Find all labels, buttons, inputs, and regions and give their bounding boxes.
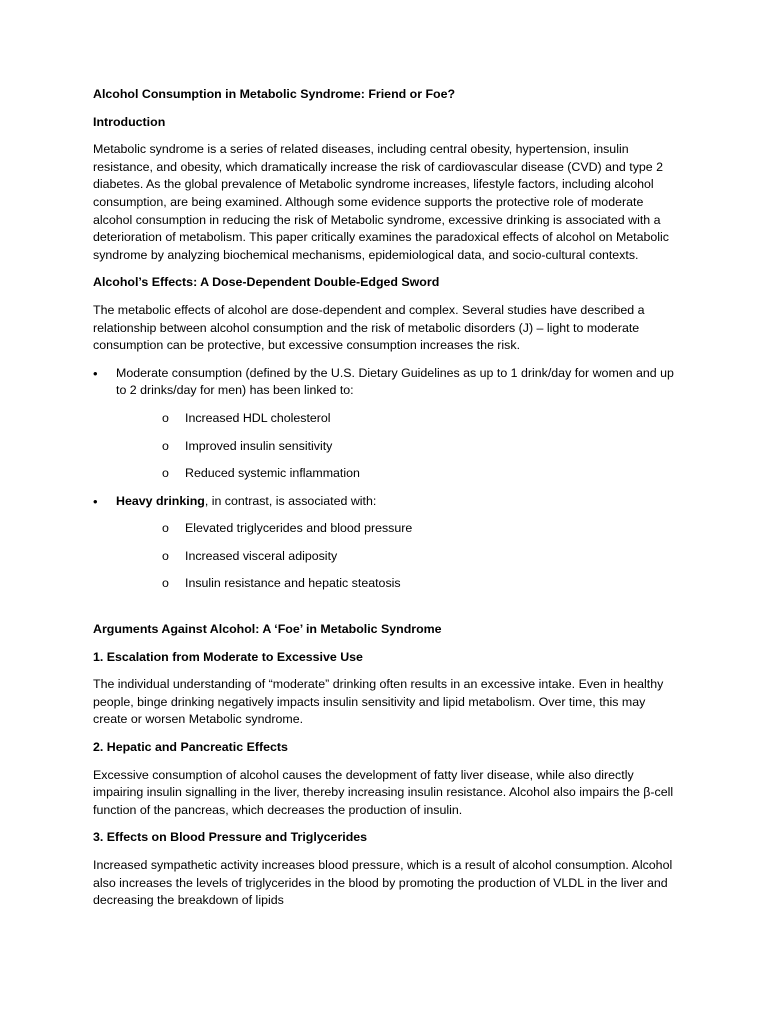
- effects-heading: Alcohol’s Effects: A Dose-Dependent Double-Edged Sword: [93, 275, 440, 290]
- heavy-text: , in contrast, is associated with:: [204, 493, 377, 508]
- against-heading: Arguments Against Alcohol: A ‘Foe’ in Metabolic Syndrome: [93, 622, 442, 637]
- sub-bullet-icon: o: [162, 576, 169, 591]
- effects-list: [93, 365, 678, 593]
- moderate-sublist: [116, 410, 678, 483]
- heavy-sublist: [116, 520, 678, 593]
- subsection-1-paragraph: The individual understanding of “moderate” drinking often results in an excessive intake. Even in healthy people, binge drinking negatively impacts insulin sensitivity and lipid metabolism. Over time, this may create or worsen Metabolic syndrome.: [93, 677, 664, 727]
- subsection-1-heading: 1. Escalation from Moderate to Excessive Use: [93, 649, 363, 664]
- document-body: [93, 86, 678, 920]
- list-item-moderate: [93, 365, 678, 483]
- bullet-icon: •: [93, 493, 98, 509]
- intro-paragraph: Metabolic syndrome is a series of related diseases, including central obesity, hypertension, insulin resistance, and obesity, which dramatically increase the risk of cardiovascular disease (CVD) and type 2 diabetes. As the global prevalence of Metabolic syndrome increases, lifestyle factors, including alcohol consumption, are being examined. Although some evidence supports the protective role of moderate alcohol consumption in reducing the risk of Metabolic syndrome, excessive drinking is associated with a deterioration of metabolism. This paper critically examines the paradoxical effects of alcohol on Metabolic syndrome by analyzing biochemical mechanisms, epidemiological data, and socio-cultural contexts.: [93, 142, 670, 262]
- heavy-drinking-bold: Heavy drinking: [116, 493, 205, 508]
- intro-heading: Introduction: [93, 114, 166, 129]
- effects-paragraph: The metabolic effects of alcohol are dose-dependent and complex. Several studies have described a relationship between alcohol consumption and the risk of metabolic disorders (J) – light to moderate consumption can be protective, but excessive consumption increases the risk.: [93, 302, 645, 353]
- sub-bullet-icon: o: [162, 548, 169, 563]
- sub-bullet-icon: o: [162, 438, 169, 453]
- sub-list-item: o Reduced systemic inflammation: [116, 465, 678, 483]
- sub-list-item: o Increased visceral adiposity: [116, 548, 678, 566]
- sub-list-item: o Elevated triglycerides and blood pressure: [116, 520, 678, 538]
- list-item-heavy: [93, 493, 678, 593]
- bullet-icon: •: [93, 365, 98, 381]
- subsection-2-heading: 2. Hepatic and Pancreatic Effects: [93, 740, 288, 755]
- sub-list-item: o Increased HDL cholesterol: [116, 410, 678, 428]
- blank-line: [93, 603, 678, 621]
- sub-bullet-icon: o: [162, 466, 169, 481]
- sub-list-item: o Improved insulin sensitivity: [116, 438, 678, 456]
- sub-bullet-icon: o: [162, 521, 169, 536]
- subsection-3-heading: 3. Effects on Blood Pressure and Triglycerides: [93, 830, 368, 845]
- subsection-3-paragraph: Increased sympathetic activity increases blood pressure, which is a result of alcohol consumption. Alcohol also increases the levels of triglycerides in the blood by promoting the production of VLDL in the liver and decreasing the breakdown of lipids: [93, 858, 673, 908]
- moderate-text: Moderate consumption (defined by the U.S. Dietary Guidelines as up to 1 drink/day for women and up to 2 drinks/day for men) has been linked to:: [116, 365, 674, 398]
- subsection-2-paragraph: Excessive consumption of alcohol causes the development of fatty liver disease, while also directly impairing insulin signalling in the liver, thereby increasing insulin resistance. Alcohol also impairs the β-cell function of the pancreas, which decreases the production of insulin.: [93, 767, 674, 817]
- document-title: Alcohol Consumption in Metabolic Syndrome: Friend or Foe?: [93, 87, 456, 101]
- sub-list-item: o Insulin resistance and hepatic steatosis: [116, 575, 678, 593]
- sub-bullet-icon: o: [162, 410, 169, 425]
